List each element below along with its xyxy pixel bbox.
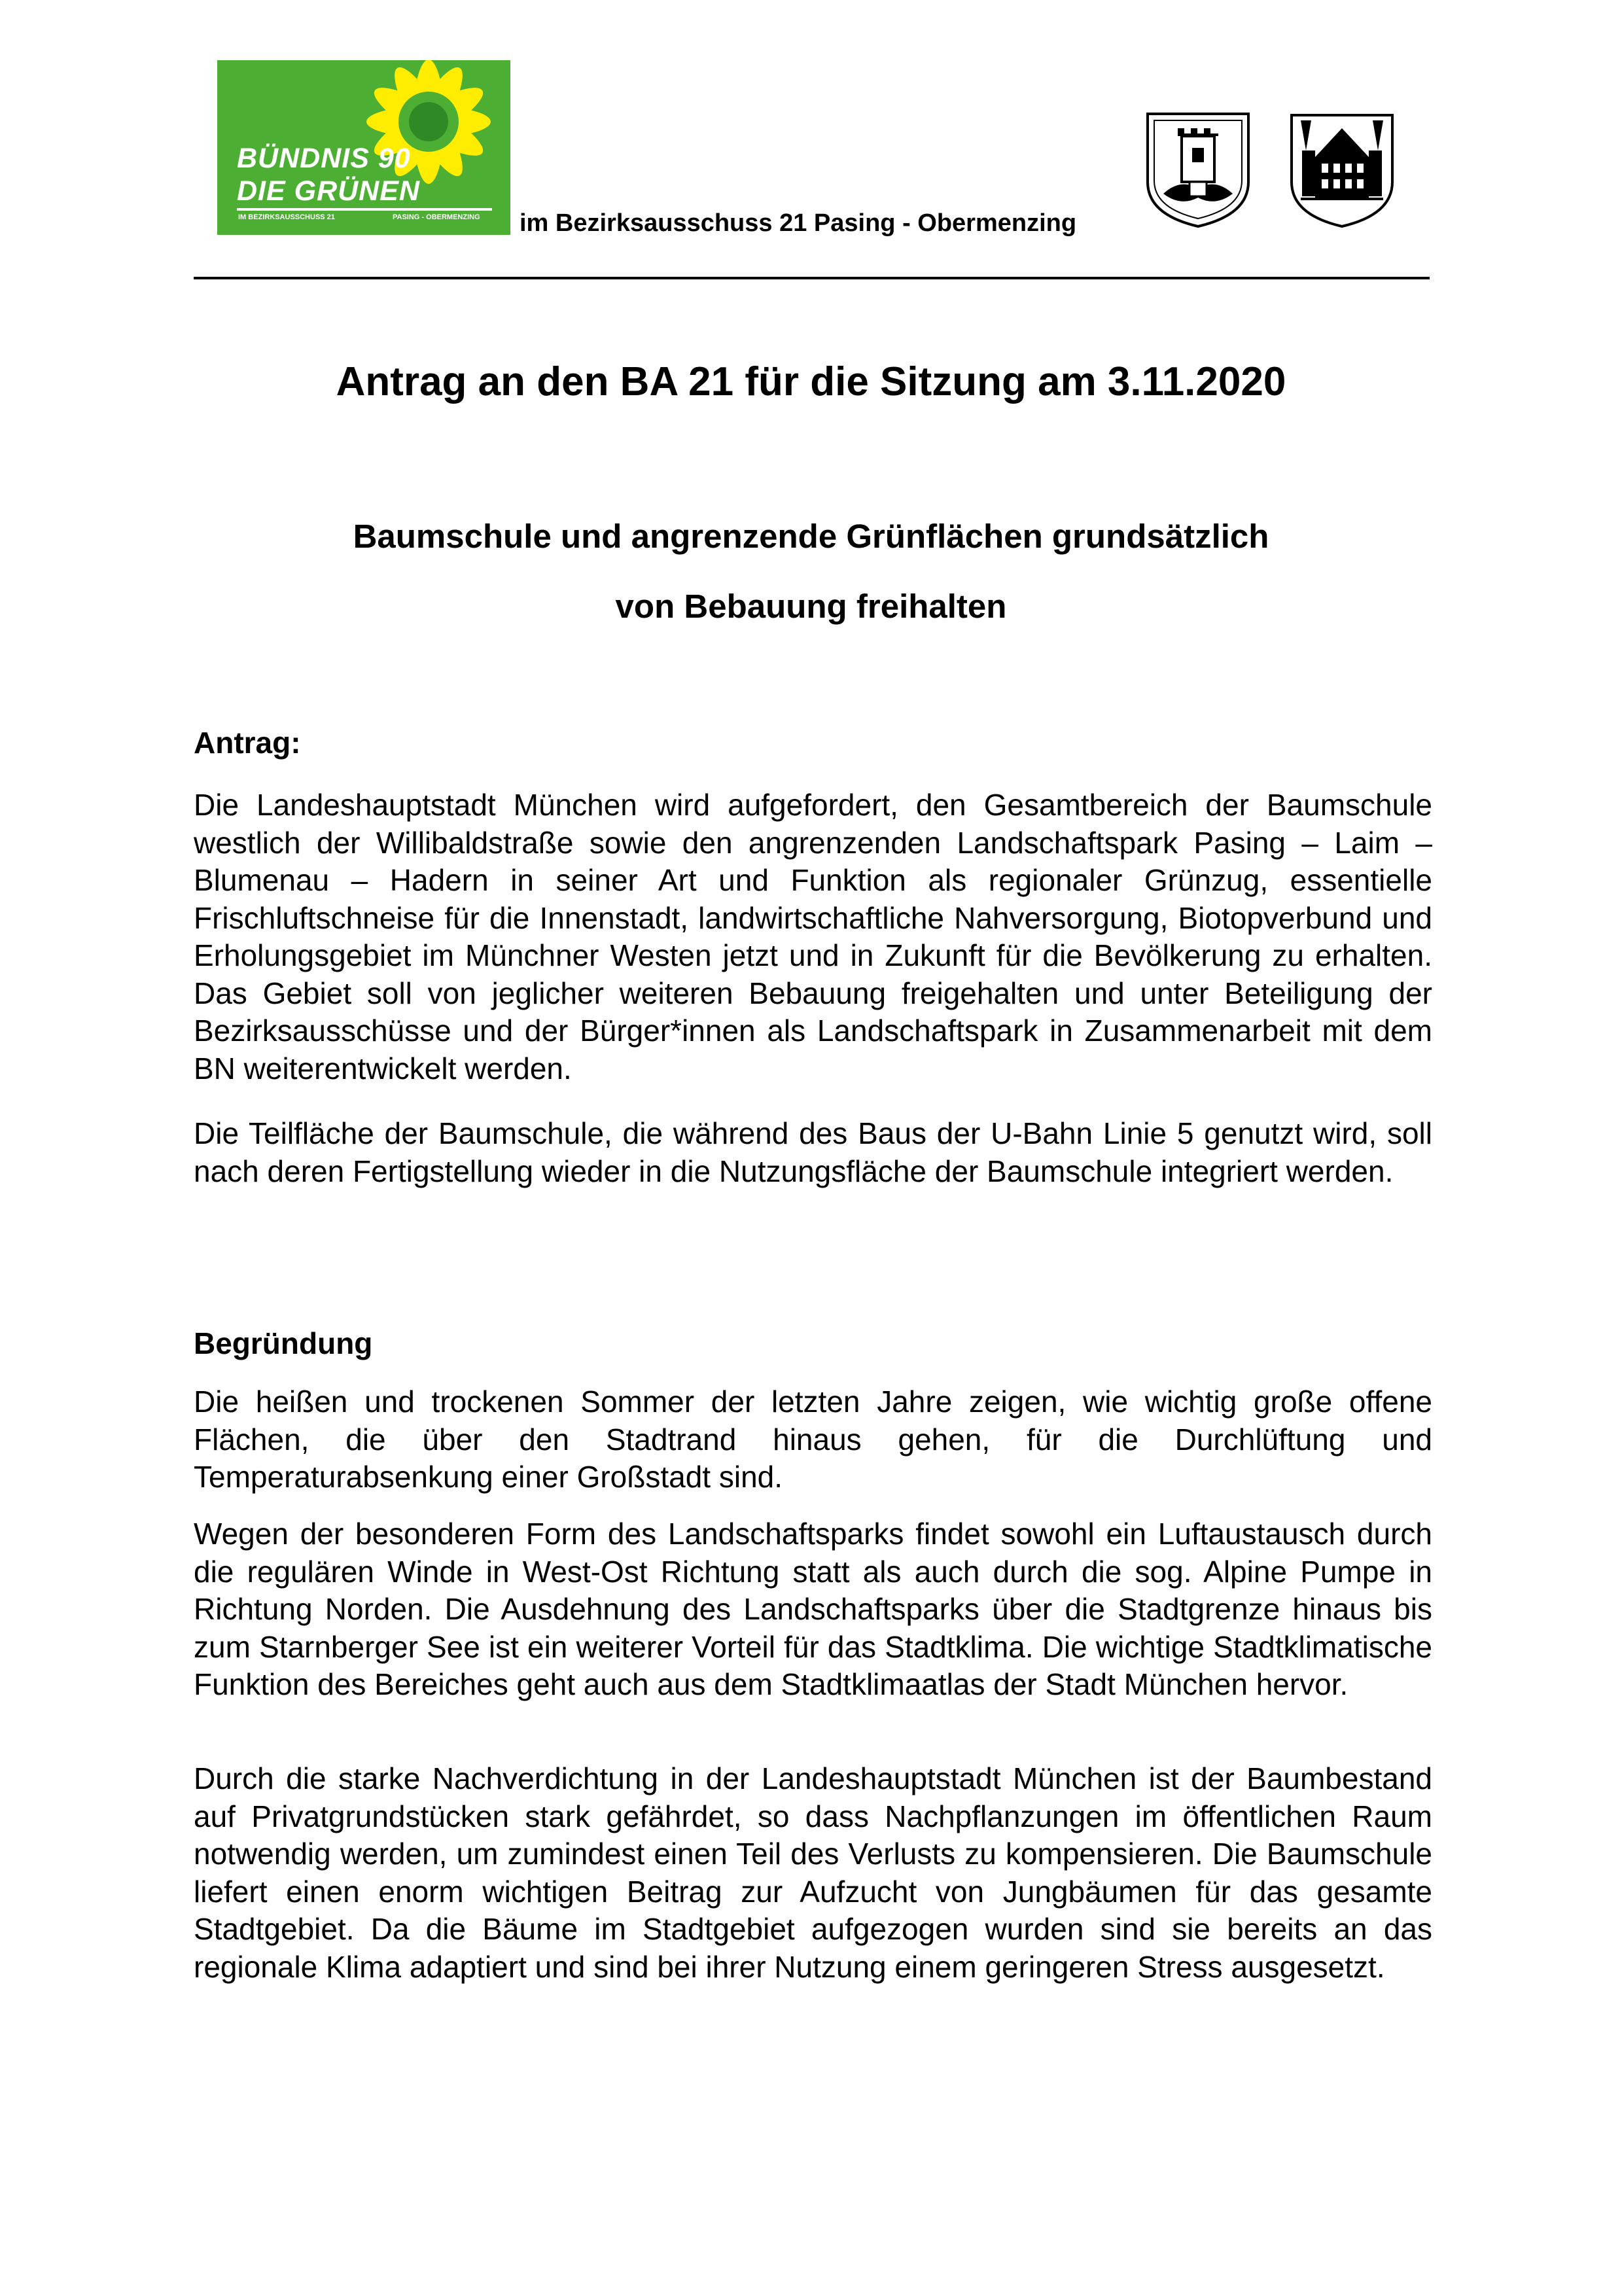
header-divider [194,277,1430,279]
subtitle-line-1: Baumschule und angrenzende Grünflächen grundsätzlich [353,518,1269,555]
antrag-heading: Antrag: [194,726,301,760]
logo-line-1: BÜNDNIS 90 [237,143,411,174]
begruendung-paragraph-3: Durch die starke Nachverdichtung in der Landeshauptstadt München ist der Baumbestand auf Privatgrundstücken stark gefährdet, so dass Nachpflanzungen im öffentlichen Raum notwendig werden, um zumindest einen Teil des Verlusts zu kompensieren. Die Baumschule liefert einen enorm wichtigen Beitrag zur Aufzucht von Jungbäumen für das gesamte Stadtgebiet. Da die Bäume im Stadtgebiet aufgezogen wurden sind sie bereits an das regionale Klima adaptiert und sind bei ihrer Nutzung einem geringeren Stress ausgesetzt. [194,1761,1432,1984]
begruendung-paragraph-2: Wegen der besonderen Form des Landschaftsparks findet sowohl ein Luftaustausch durch die regulären Winde in West-Ost Richtung statt als auch durch die sog. Alpine Pumpe in Richtung Norden. Die Ausdehnung des Landschaftsparks über die Stadtgrenze hinaus bis zum Starnberger See ist ein weiterer Vorteil für das Stadtklima. Die wichtige Stadtklimatische Funktion des Bereiches geht auch aus dem Stadtklimaatlas der Stadt München hervor. [194,1517,1432,1701]
page-title: Antrag an den BA 21 für die Sitzung am 3.11.2020 [336,359,1286,404]
antrag-paragraph-1: Die Landeshauptstadt München wird aufgefordert, den Gesamtbereich der Baumschule westlich der Willibaldstraße sowie den angrenzenden Landschaftspark Pasing – Laim – Blumenau – Hadern in seiner Art und Funktion als regionaler Grünzug, essentielle Frischluftschneise für die Innenstadt, landwirtschaftliche Nahversorgung, Biotopverbund und Erholungsgebiet im Münchner Westen jetzt und in Zukunft für die Bevölkerung zu erhalten. Das Gebiet soll von jeglicher weiteren Bebauung freigehalten und unter Beteiligung der Bezirksausschüsse und der Bürger*innen als Landschaftspark in Zusammenarbeit mit dem BN weiterentwickelt werden. [194,788,1432,1086]
logo-line-2: DIE GRÜNEN [237,175,420,207]
district-committee-caption: im Bezirksausschuss 21 Pasing - Obermenzing [520,209,1077,237]
town-hall-crest-icon [1288,111,1396,229]
tower-crest-icon [1144,110,1252,229]
begruendung-heading: Begründung [194,1326,373,1360]
begruendung-paragraph-1: Die heißen und trockenen Sommer der letzten Jahre zeigen, wie wichtig große offene Flächen, die über den Stadtrand hinaus gehen, für die Durchlüftung und Temperaturabsenkung einer Großstadt sind. [194,1385,1432,1494]
logo-stripe [237,208,492,211]
subtitle-line-2: von Bebauung freihalten [615,588,1007,625]
party-logo [217,60,510,235]
logo-subline-left: IM BEZIRKSAUSSCHUSS 21 [238,213,335,221]
antrag-paragraph-2: Die Teilfläche der Baumschule, die während des Baus der U-Bahn Linie 5 genutzt wird, soll nach deren Fertigstellung wieder in die Nutzungsfläche der Baumschule integriert werden. [194,1116,1432,1188]
logo-subline-right: PASING - OBERMENZING [393,213,480,221]
